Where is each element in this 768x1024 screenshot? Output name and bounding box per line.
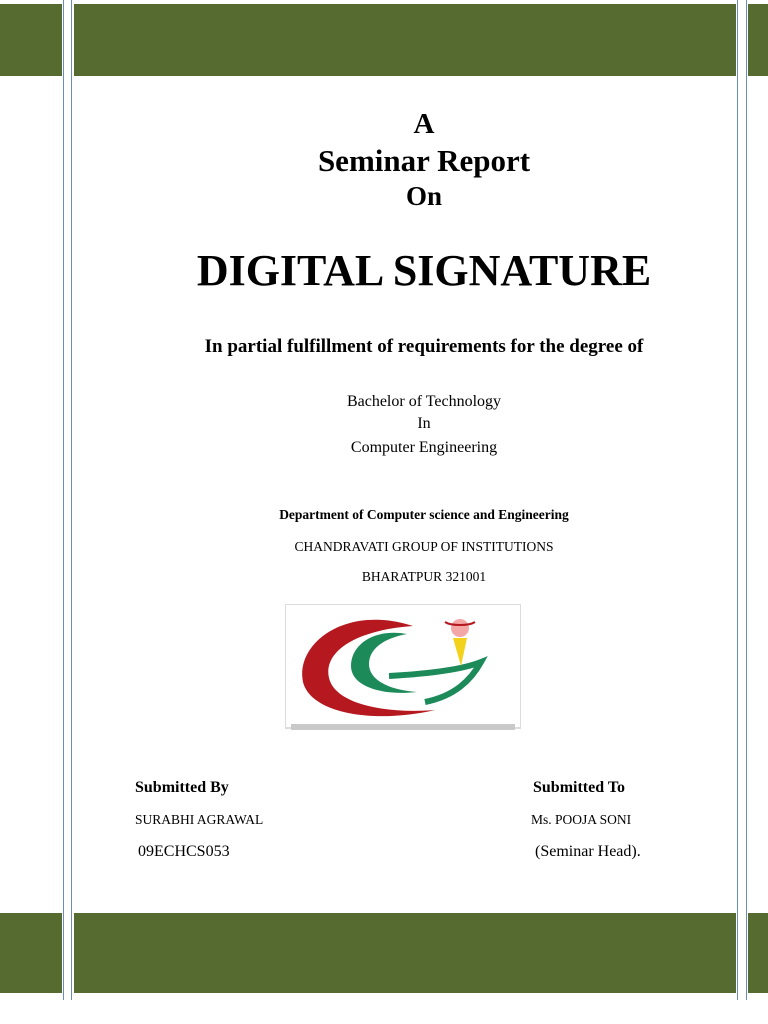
submitted-to-label: Submitted To: [533, 779, 626, 796]
submitted-to-role: (Seminar Head).: [535, 843, 641, 860]
heading-on: On: [405, 181, 443, 211]
heading-a: A: [413, 108, 435, 140]
submitted-to-name: Ms. POOJA SONI: [531, 812, 632, 827]
degree-branch: Computer Engineering: [350, 439, 498, 456]
institution-city: BHARATPUR 321001: [361, 569, 487, 584]
report-title: DIGITAL SIGNATURE: [196, 246, 652, 295]
institution-logo: [285, 604, 521, 732]
heading-seminar-report: Seminar Report: [317, 143, 531, 178]
institution-name: CHANDRAVATI GROUP OF INSTITUTIONS: [294, 539, 554, 554]
submitted-by-name: SURABHI AGRAWAL: [135, 812, 264, 827]
submitted-by-roll-number: 09ECHCS053: [138, 843, 230, 860]
degree-connector: In: [417, 415, 431, 432]
submitted-by-label: Submitted By: [135, 779, 229, 796]
degree-name: Bachelor of Technology: [346, 393, 502, 410]
institution-logo-graphic: [285, 604, 521, 732]
department-name: Department of Computer science and Engineering: [279, 507, 569, 522]
partial-fulfillment-text: In partial fulfillment of requirements for the degree of: [204, 336, 644, 357]
